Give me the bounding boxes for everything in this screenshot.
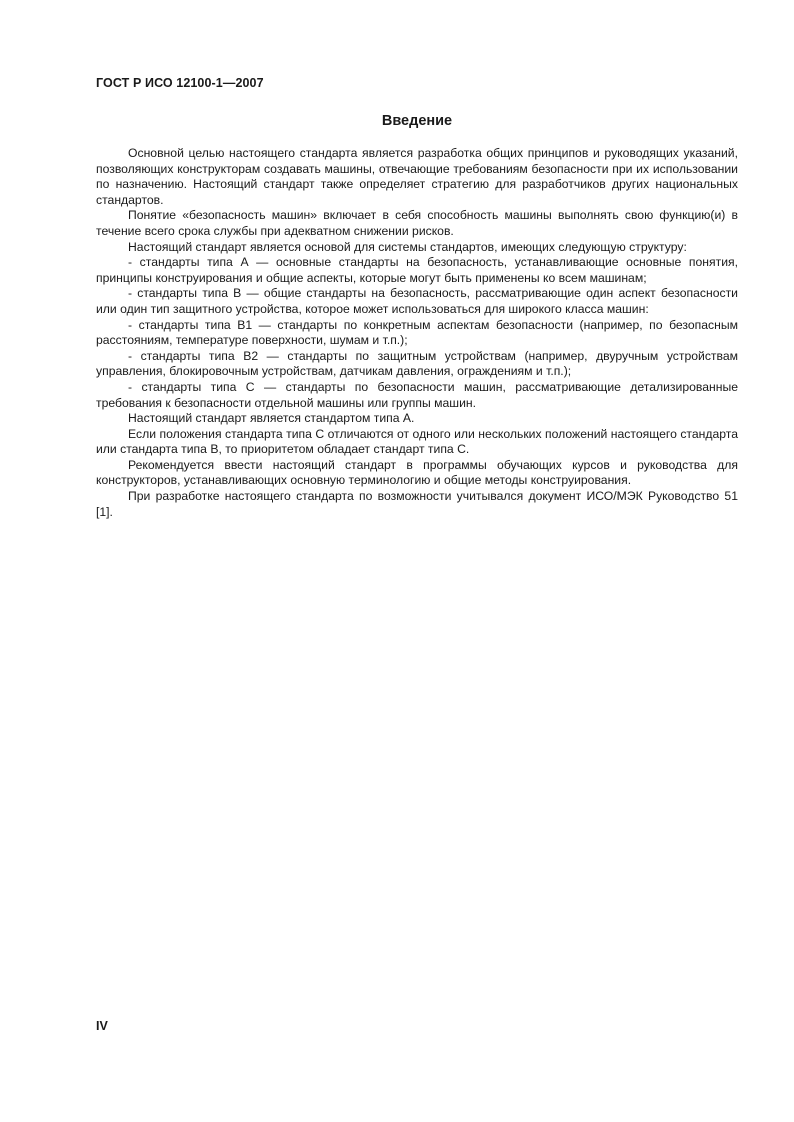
paragraph-priority: Если положения стандарта типа С отличаются от одного или нескольких положений настоящего стандарта или стандарта типа В, то приоритетом обладает стандарт типа С. xyxy=(96,426,738,457)
paragraph-safety-concept: Понятие «безопасность машин» включает в себя способность машины выполнять свою функцию(и) в течение всего срока службы при адекватном снижении рисков. xyxy=(96,208,738,238)
document-header-code: ГОСТ Р ИСО 12100-1—2007 xyxy=(96,76,264,90)
list-item-type-b1: - стандарты типа В1 — стандарты по конкретным аспектам безопасности (например, по безопасным расстояниям, температуре поверхности, шумам и т.п.); xyxy=(96,317,738,348)
introduction-body xyxy=(96,146,738,520)
paragraph-structure-intro: Настоящий стандарт является основой для системы стандартов, имеющих следующую структуру: xyxy=(128,239,687,254)
paragraph-type-statement: Настоящий стандарт является стандартом типа А. xyxy=(128,411,415,426)
paragraph-recommendation: Рекомендуется ввести настоящий стандарт в программы обучающих курсов и руководства для конструкторов, устанавливающих основную терминологию и общие методы конструирования. xyxy=(96,457,738,488)
paragraph-purpose: Основной целью настоящего стандарта является разработка общих принципов и руководящих указаний, позволяющих конструкторам создавать машины, отвечающие требованиям безопасности при их использовании по назначению. Настоящий стандарт также определяет стратегию для разработчиков других национальных стандартов. xyxy=(96,146,738,207)
list-item-type-c: - стандарты типа С — стандарты по безопасности машин, рассматривающие детализированные требования к безопасности отдельной машины или группы машин. xyxy=(96,379,738,410)
list-item-type-b2: - стандарты типа В2 — стандарты по защитным устройствам (например, двуручным устройствам управления, блокировочным устройствам, датчикам давления, ограждениям и т.п.); xyxy=(96,348,738,379)
list-item-type-b: - стандарты типа В — общие стандарты на безопасность, рассматривающие один аспект безопасности или один тип защитного устройства, которое может использоваться для широкого класса машин: xyxy=(96,286,738,316)
section-title: Введение xyxy=(381,113,453,129)
paragraph-reference: При разработке настоящего стандарта по возможности учитывался документ ИСО/МЭК Руководство 51 [1]. xyxy=(96,489,738,519)
page-number: IV xyxy=(96,1019,108,1033)
list-item-type-a: - стандарты типа А — основные стандарты на безопасность, устанавливающие основные понятия, принципы конструирования и общие аспекты, которые могут быть применены ко всем машинам; xyxy=(96,255,738,285)
